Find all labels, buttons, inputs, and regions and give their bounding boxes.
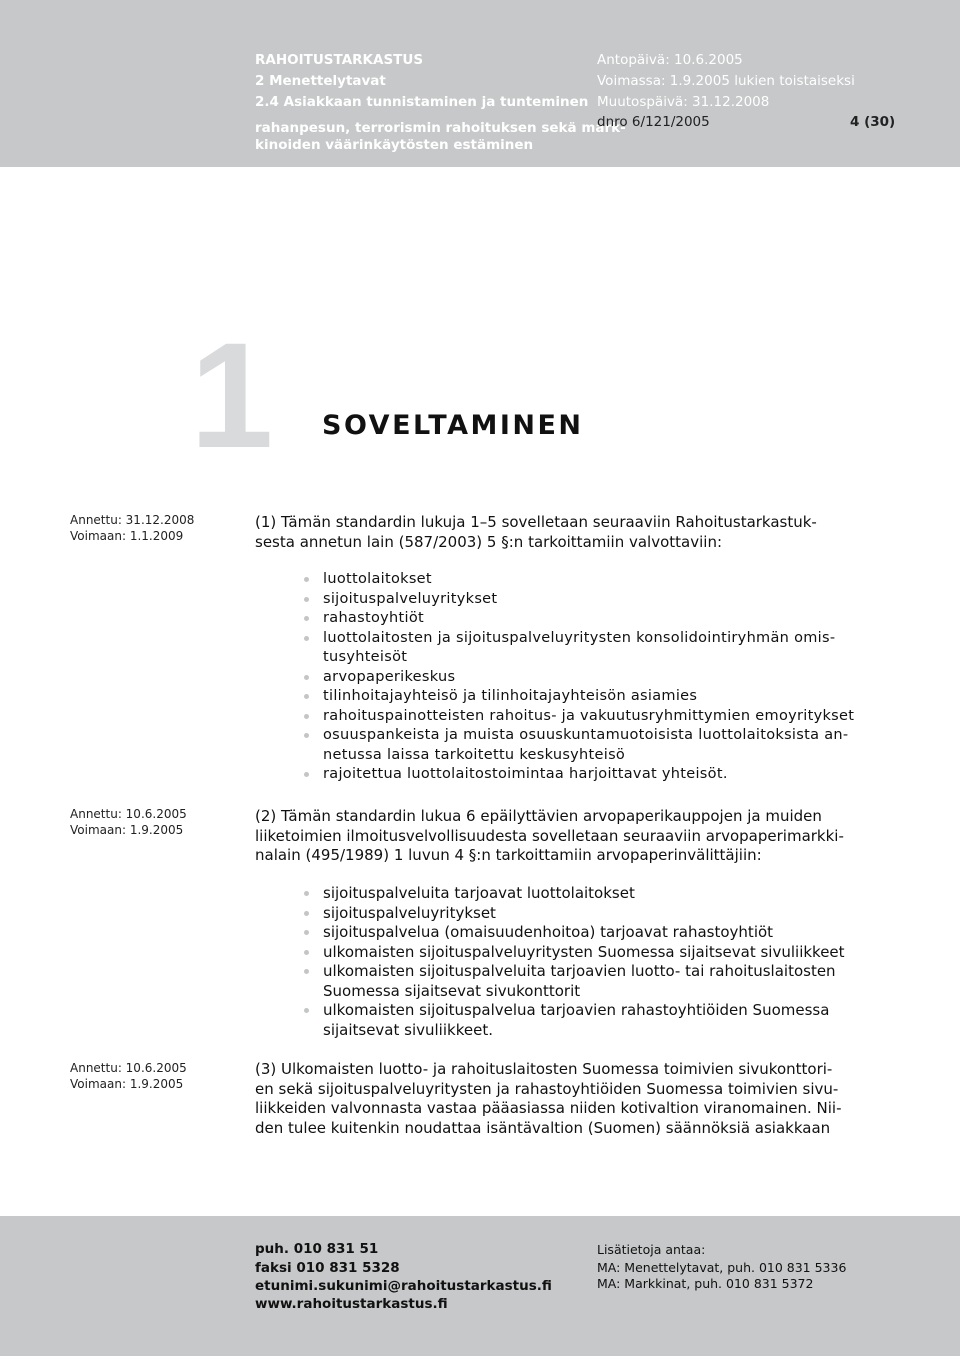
page-header (0, 0, 960, 167)
note-effective: Voimaan: 1.1.2009 (70, 529, 184, 543)
paragraph-line: liikkeiden valvonnasta vastaa pääasiassa niiden kotivaltion viranomainen. Nii- (255, 1099, 842, 1117)
header-dnro: dnro 6/121/2005 (597, 114, 710, 130)
list-item: sijoituspalveluyritykset (303, 590, 913, 610)
header-org: RAHOITUSTARKASTUS (255, 52, 424, 68)
margin-note (70, 512, 194, 544)
footer-website-link[interactable]: www.rahoitustarkastus.fi (255, 1296, 448, 1312)
margin-note (70, 806, 187, 838)
supervised-entities-list (303, 570, 913, 785)
list-item: ulkomaisten sijoituspalvelua tarjoavien rahastoyhtiöiden Suomessa (303, 1001, 913, 1021)
list-item-continuation: sijaitsevat sivuliikkeet. (323, 1020, 493, 1039)
list-item: arvopaperikeskus (303, 668, 913, 688)
footer-email-link[interactable]: etunimi.sukunimi@rahoitustarkastus.fi (255, 1278, 552, 1294)
list-item-continuation: tusyhteisöt (323, 649, 408, 665)
page-footer (0, 1216, 960, 1356)
list-item-continuation: Suomessa sijaitsevat sivukonttorit (323, 981, 581, 1000)
footer-fax: faksi 010 831 5328 (255, 1260, 400, 1276)
paragraph-line: sesta annetun lain (587/2003) 5 §:n tarkoittamiin valvottaviin: (255, 532, 722, 551)
chapter-title: SOVELTAMINEN (322, 410, 584, 441)
list-item: ulkomaisten sijoituspalveluita tarjoavien luotto- tai rahoituslaitosten (303, 962, 913, 982)
paragraph-line: (2) Tämän standardin lukua 6 epäilyttävien arvopaperikauppojen ja muiden (255, 807, 822, 825)
list-item: luottolaitosten ja sijoituspalveluyritysten konsolidointiryhmän omis- (303, 629, 913, 649)
paragraph-line: en sekä sijoituspalveluyritysten ja rahastoyhtiöiden Suomessa toimivien sivu- (255, 1079, 839, 1098)
note-effective: Voimaan: 1.9.2005 (70, 823, 184, 837)
header-topic-line2: kinoiden väärinkäytösten estäminen (255, 137, 534, 153)
list-item: osuuspankeista ja muista osuuskuntamuotoisista luottolaitoksista an- (303, 726, 913, 746)
margin-note (70, 1060, 187, 1092)
header-page-number: 4 (30) (850, 114, 896, 130)
note-issued: Annettu: 31.12.2008 (70, 513, 195, 527)
list-item: rahastoyhtiöt (303, 609, 913, 629)
paragraph-line: (3) Ulkomaisten luotto- ja rahoituslaitosten Suomessa toimivien sivukonttori- (255, 1060, 833, 1078)
header-topic-line1: rahanpesun, terrorismin rahoituksen sekä mark- (255, 120, 626, 136)
list-item: sijoituspalveluita tarjoavat luottolaitokset (303, 884, 913, 904)
list-item-continuation: netussa laissa tarkoitettu keskusyhteisö (323, 746, 626, 763)
paragraph-line: den tulee kuitenkin noudattaa isäntävaltion (Suomen) säännöksiä asiakkaan (255, 1118, 831, 1137)
paragraph-3 (255, 1060, 905, 1138)
paragraph-line: nalain (495/1989) 1 luvun 4 §:n tarkoittamiin arvopaperinvälittäjiin: (255, 846, 762, 864)
securities-intermediaries-list (303, 884, 913, 1040)
paragraph-line: (1) Tämän standardin lukuja 1–5 sovelletaan seuraaviin Rahoitustarkastuk- (255, 513, 817, 531)
paragraph-line: liiketoimien ilmoitusvelvollisuudesta sovelletaan seuraaviin arvopaperimarkki- (255, 826, 844, 845)
footer-phone: puh. 010 831 51 (255, 1241, 379, 1257)
list-item: sijoituspalvelua (omaisuudenhoitoa) tarjoavat rahastoyhtiöt (303, 923, 913, 943)
footer-contact-2: MA: Markkinat, puh. 010 831 5372 (597, 1276, 814, 1291)
paragraph-2 (255, 807, 905, 866)
header-amended-date: Muutospäivä: 31.12.2008 (597, 94, 770, 110)
note-issued: Annettu: 10.6.2005 (70, 807, 187, 821)
note-issued: Annettu: 10.6.2005 (70, 1061, 187, 1075)
footer-info-label: Lisätietoja antaa: (597, 1242, 706, 1257)
paragraph-1 (255, 513, 905, 552)
header-section: 2 Menettelytavat (255, 73, 386, 89)
list-item: rahoituspainotteisten rahoitus- ja vakuutusryhmittymien emoyritykset (303, 707, 913, 727)
header-in-force: Voimassa: 1.9.2005 lukien toistaiseksi (597, 73, 855, 89)
list-item: tilinhoitajayhteisö ja tilinhoitajayhteisön asiamies (303, 687, 913, 707)
header-issued-date: Antopäivä: 10.6.2005 (597, 52, 743, 68)
note-effective: Voimaan: 1.9.2005 (70, 1077, 184, 1091)
list-item: sijoituspalveluyritykset (303, 904, 913, 924)
header-subsection: 2.4 Asiakkaan tunnistaminen ja tunteminen (255, 94, 589, 110)
list-item: rajoitettua luottolaitostoimintaa harjoittavat yhteisöt. (303, 765, 913, 785)
chapter-number: 1 (190, 311, 274, 479)
list-item: ulkomaisten sijoituspalveluyritysten Suomessa sijaitsevat sivuliikkeet (303, 943, 913, 963)
list-item: luottolaitokset (303, 570, 913, 590)
footer-contact-1: MA: Menettelytavat, puh. 010 831 5336 (597, 1260, 847, 1275)
